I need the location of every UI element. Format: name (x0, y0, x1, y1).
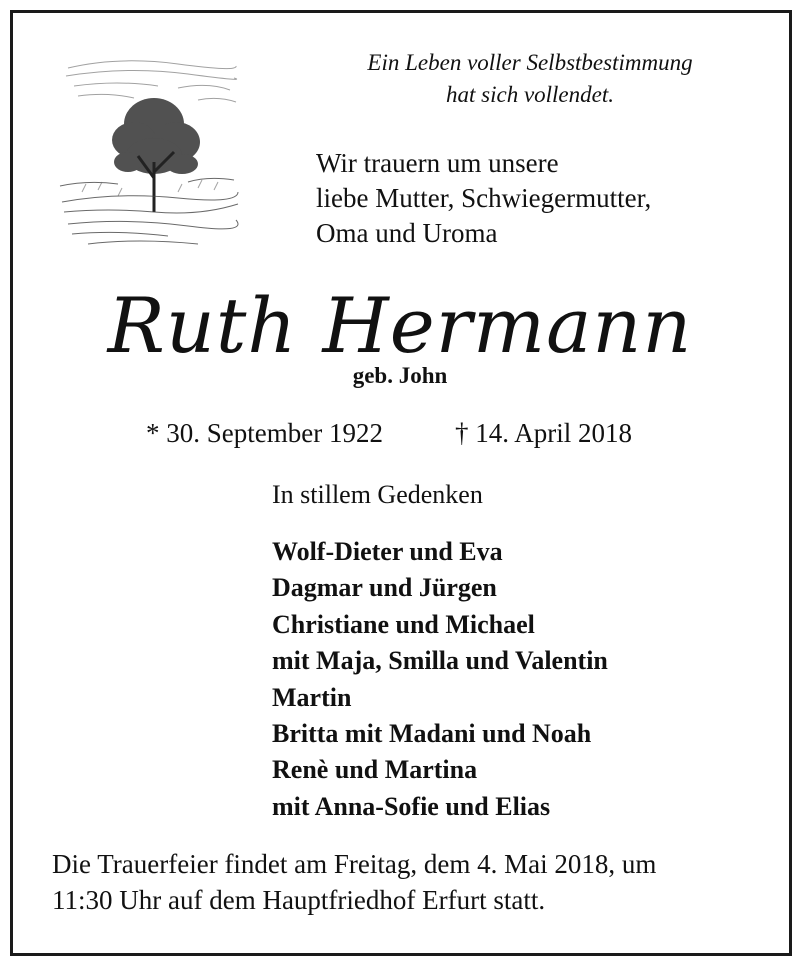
motto-line: hat sich vollendet. (446, 82, 614, 107)
mourner-list (272, 534, 608, 825)
mourner-entry: mit Anna-Sofie und Elias (272, 791, 551, 821)
mourner-entry: Martin (272, 682, 352, 712)
mourner-entry: Wolf-Dieter und Eva (272, 537, 503, 566)
tree-landscape-sketch-icon (58, 52, 240, 252)
mourner-entry: Christiane und Michael (272, 609, 535, 639)
intro-text (316, 146, 756, 251)
birth-date: * 30. September 1922 (146, 418, 383, 448)
motto-line: Ein Leben voller Selbstbestimmung (367, 50, 693, 75)
memory-line: In stillem Gedenken (272, 480, 483, 509)
intro-line: liebe Mutter, Schwiegermutter, (316, 183, 652, 213)
mourner-entry: Dagmar und Jürgen (272, 573, 497, 603)
mourner-entry: Renè und Martina (272, 755, 478, 785)
intro-line: Oma und Uroma (316, 218, 498, 248)
deceased-name: Ruth Hermann (107, 281, 693, 370)
death-date: † 14. April 2018 (455, 418, 633, 448)
mourner-entry: mit Maja, Smilla und Valentin (272, 646, 608, 676)
service-line: Die Trauerfeier findet am Freitag, dem 4. Mai 2018, um (52, 849, 657, 879)
birth-name: geb. John (352, 363, 448, 388)
service-line: 11:30 Uhr auf dem Hauptfriedhof Erfurt statt. (52, 885, 546, 915)
service-announcement (52, 846, 772, 918)
intro-line: Wir trauern um unsere (316, 148, 559, 178)
motto-text (300, 47, 760, 111)
mourner-entry: Britta mit Madani und Noah (272, 719, 592, 749)
